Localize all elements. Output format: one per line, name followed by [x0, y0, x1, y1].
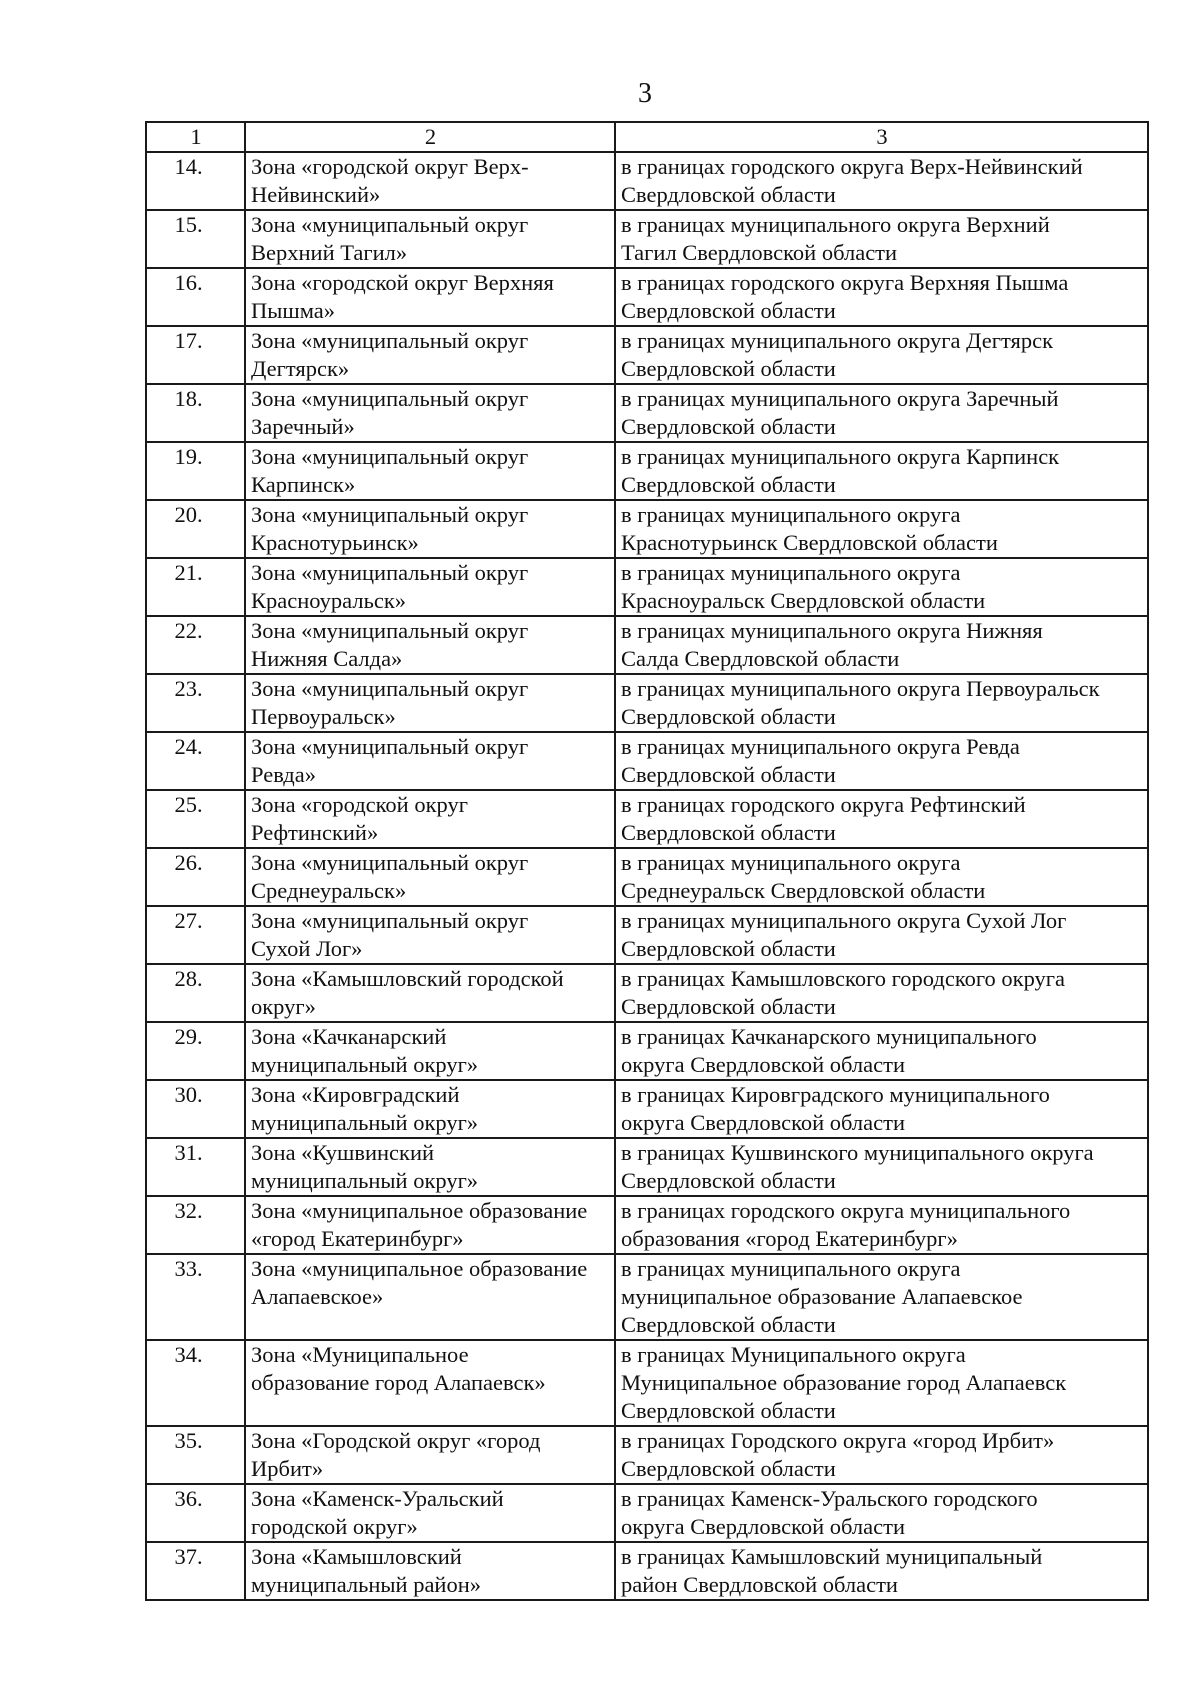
table-row: [146, 326, 1148, 384]
zone-bounds-cell: в границах Кировградского муниципального округа Свердловской области: [615, 1080, 1148, 1138]
zone-name-cell: Зона «муниципальный округ Карпинск»: [245, 442, 615, 500]
zone-name-cell: Зона «муниципальный округ Нижняя Салда»: [245, 616, 615, 674]
table-row: [146, 1426, 1148, 1484]
row-number-cell: 28.: [146, 964, 245, 1022]
table-row: [146, 1340, 1148, 1426]
zone-bounds-cell: в границах муниципального округа Карпинск Свердловской области: [615, 442, 1148, 500]
zone-name-cell: Зона «муниципальный округ Верхний Тагил»: [245, 210, 615, 268]
header-row: [146, 122, 1148, 152]
table-row: [146, 210, 1148, 268]
table-row: [146, 1542, 1148, 1600]
zone-bounds-cell: в границах муниципального округа Нижняя Салда Свердловской области: [615, 616, 1148, 674]
zone-bounds-cell: в границах муниципального округа Среднеуральск Свердловской области: [615, 848, 1148, 906]
zone-name-cell: Зона «Камышловский городской округ»: [245, 964, 615, 1022]
zone-bounds-cell: в границах Каменск-Уральского городского округа Свердловской области: [615, 1484, 1148, 1542]
zone-bounds-cell: в границах Камышловского городского округа Свердловской области: [615, 964, 1148, 1022]
row-number-cell: 29.: [146, 1022, 245, 1080]
row-number-cell: 18.: [146, 384, 245, 442]
row-number-cell: 20.: [146, 500, 245, 558]
table-row: [146, 790, 1148, 848]
table-row: [146, 152, 1148, 210]
row-number-cell: 15.: [146, 210, 245, 268]
zone-name-cell: Зона «Кировградский муниципальный округ»: [245, 1080, 615, 1138]
table-row: [146, 848, 1148, 906]
table-row: [146, 384, 1148, 442]
column-header-bounds: 3: [615, 122, 1148, 152]
zone-bounds-cell: в границах муниципального округа Краснотурьинск Свердловской области: [615, 500, 1148, 558]
column-header-zone: 2: [245, 122, 615, 152]
row-number-cell: 36.: [146, 1484, 245, 1542]
zone-bounds-cell: в границах муниципального округа муниципальное образование Алапаевское Свердловской области: [615, 1254, 1148, 1340]
zone-bounds-cell: в границах муниципального округа Сухой Лог Свердловской области: [615, 906, 1148, 964]
zone-bounds-cell: в границах муниципального округа Заречный Свердловской области: [615, 384, 1148, 442]
zone-bounds-cell: в границах муниципального округа Верхний Тагил Свердловской области: [615, 210, 1148, 268]
table-row: [146, 1022, 1148, 1080]
table-row: [146, 732, 1148, 790]
zone-name-cell: Зона «муниципальный округ Красноуральск»: [245, 558, 615, 616]
page-number: 3: [638, 78, 652, 109]
zone-name-cell: Зона «муниципальный округ Ревда»: [245, 732, 615, 790]
row-number-cell: 31.: [146, 1138, 245, 1196]
zone-name-cell: Зона «городской округ Верх- Нейвинский»: [245, 152, 615, 210]
row-number-cell: 24.: [146, 732, 245, 790]
zone-bounds-cell: в границах городского округа Рефтинский Свердловской области: [615, 790, 1148, 848]
row-number-cell: 37.: [146, 1542, 245, 1600]
zone-name-cell: Зона «городской округ Рефтинский»: [245, 790, 615, 848]
table-row: [146, 558, 1148, 616]
zone-bounds-cell: в границах муниципального округа Дегтярск Свердловской области: [615, 326, 1148, 384]
zones-table: [145, 121, 1149, 1601]
row-number-cell: 17.: [146, 326, 245, 384]
zone-name-cell: Зона «муниципальное образование «город Екатеринбург»: [245, 1196, 615, 1254]
zone-name-cell: Зона «Камышловский муниципальный район»: [245, 1542, 615, 1600]
row-number-cell: 35.: [146, 1426, 245, 1484]
row-number-cell: 32.: [146, 1196, 245, 1254]
row-number-cell: 19.: [146, 442, 245, 500]
zone-bounds-cell: в границах Городского округа «город Ирбит» Свердловской области: [615, 1426, 1148, 1484]
zone-bounds-cell: в границах городского округа Верхняя Пышма Свердловской области: [615, 268, 1148, 326]
row-number-cell: 27.: [146, 906, 245, 964]
zone-bounds-cell: в границах Камышловский муниципальный район Свердловской области: [615, 1542, 1148, 1600]
row-number-cell: 33.: [146, 1254, 245, 1340]
table-row: [146, 500, 1148, 558]
table-row: [146, 1138, 1148, 1196]
row-number-cell: 23.: [146, 674, 245, 732]
zone-bounds-cell: в границах Кушвинского муниципального округа Свердловской области: [615, 1138, 1148, 1196]
column-header-number: 1: [146, 122, 245, 152]
table-row: [146, 1484, 1148, 1542]
row-number-cell: 26.: [146, 848, 245, 906]
row-number-cell: 21.: [146, 558, 245, 616]
zone-bounds-cell: в границах Муниципального округа Муниципальное образование город Алапаевск Свердловской области: [615, 1340, 1148, 1426]
row-number-cell: 22.: [146, 616, 245, 674]
zone-name-cell: Зона «Кушвинский муниципальный округ»: [245, 1138, 615, 1196]
table-row: [146, 1080, 1148, 1138]
zone-bounds-cell: в границах муниципального округа Ревда Свердловской области: [615, 732, 1148, 790]
zone-name-cell: Зона «Качканарский муниципальный округ»: [245, 1022, 615, 1080]
row-number-cell: 16.: [146, 268, 245, 326]
zone-bounds-cell: в границах муниципального округа Красноуральск Свердловской области: [615, 558, 1148, 616]
zone-name-cell: Зона «муниципальный округ Среднеуральск»: [245, 848, 615, 906]
zone-name-cell: Зона «Каменск-Уральский городской округ»: [245, 1484, 615, 1542]
zone-name-cell: Зона «муниципальный округ Краснотурьинск»: [245, 500, 615, 558]
zone-bounds-cell: в границах Качканарского муниципального округа Свердловской области: [615, 1022, 1148, 1080]
row-number-cell: 25.: [146, 790, 245, 848]
table-row: [146, 1254, 1148, 1340]
table-row: [146, 616, 1148, 674]
zone-name-cell: Зона «Городской округ «город Ирбит»: [245, 1426, 615, 1484]
table-row: [146, 442, 1148, 500]
table-row: [146, 906, 1148, 964]
zone-name-cell: Зона «муниципальный округ Дегтярск»: [245, 326, 615, 384]
row-number-cell: 14.: [146, 152, 245, 210]
row-number-cell: 34.: [146, 1340, 245, 1426]
zone-name-cell: Зона «городской округ Верхняя Пышма»: [245, 268, 615, 326]
zone-bounds-cell: в границах городского округа Верх-Нейвинский Свердловской области: [615, 152, 1148, 210]
zone-bounds-cell: в границах городского округа муниципального образования «город Екатеринбург»: [615, 1196, 1148, 1254]
zone-bounds-cell: в границах муниципального округа Первоуральск Свердловской области: [615, 674, 1148, 732]
zone-name-cell: Зона «муниципальный округ Первоуральск»: [245, 674, 615, 732]
table-row: [146, 674, 1148, 732]
zone-name-cell: Зона «муниципальный округ Заречный»: [245, 384, 615, 442]
zone-name-cell: Зона «муниципальное образование Алапаевское»: [245, 1254, 615, 1340]
table-row: [146, 268, 1148, 326]
zone-name-cell: Зона «муниципальный округ Сухой Лог»: [245, 906, 615, 964]
row-number-cell: 30.: [146, 1080, 245, 1138]
zone-name-cell: Зона «Муниципальное образование город Алапаевск»: [245, 1340, 615, 1426]
table-row: [146, 964, 1148, 1022]
table-row: [146, 1196, 1148, 1254]
